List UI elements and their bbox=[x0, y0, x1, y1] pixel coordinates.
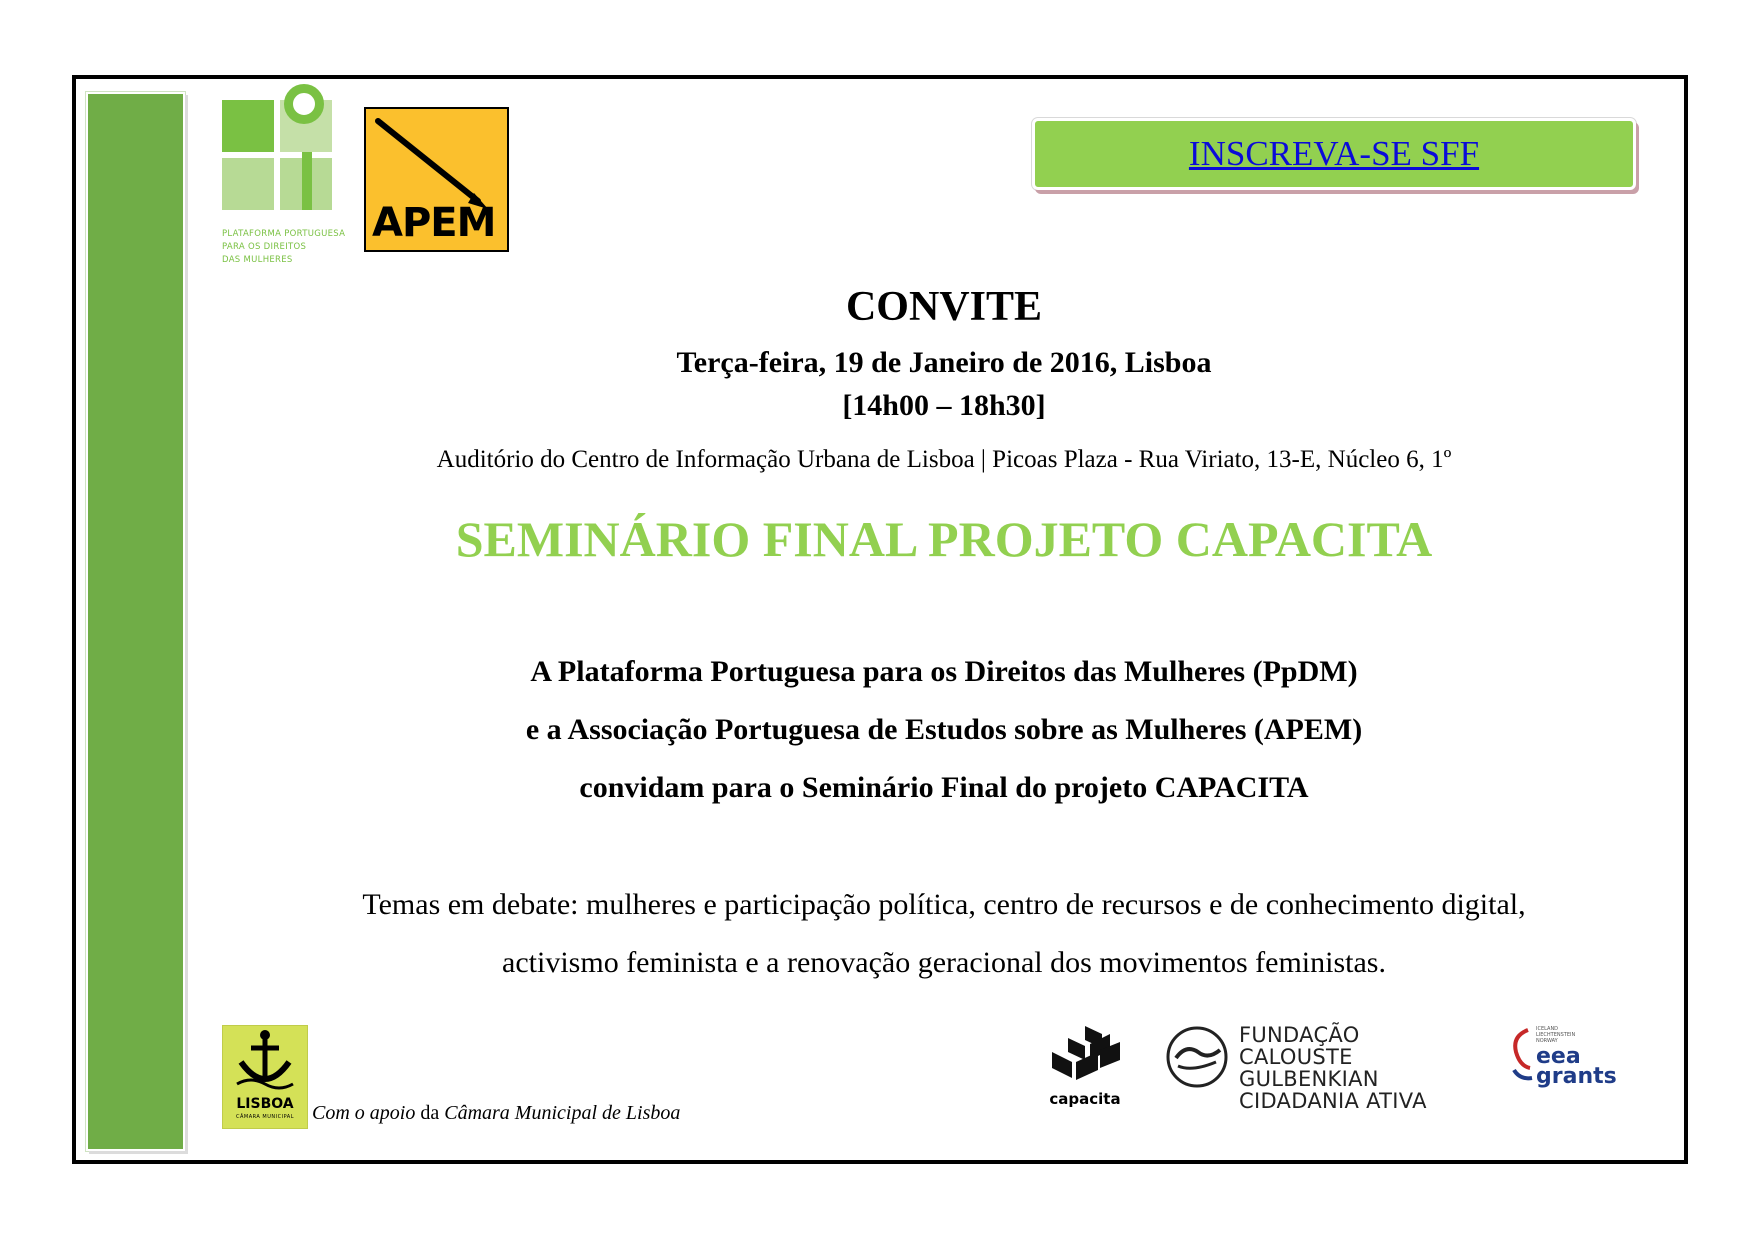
gulbenkian-line: CIDADANIA ATIVA bbox=[1239, 1089, 1427, 1113]
ppdm-logo-line: PLATAFORMA PORTUGUESA bbox=[222, 229, 346, 239]
eea-country: NORWAY bbox=[1536, 1038, 1558, 1044]
themes-line: activismo feminista e a renovação geracional dos movimentos feministas. bbox=[502, 946, 1386, 979]
lisboa-emblem-icon bbox=[223, 1026, 307, 1096]
event-date: Terça-feira, 19 de Janeiro de 2016, Lisboa bbox=[676, 346, 1212, 379]
eea-country: ICELAND bbox=[1536, 1026, 1559, 1032]
support-credit bbox=[312, 1102, 680, 1125]
invitation-title: CONVITE bbox=[845, 284, 1043, 330]
ppdm-logo-square bbox=[222, 100, 274, 152]
intro-line: e a Associação Portuguesa de Estudos sobre as Mulheres (APEM) bbox=[525, 713, 1363, 746]
ppdm-logo-square bbox=[222, 158, 274, 210]
debate-themes bbox=[200, 876, 1688, 992]
ppdm-logo-line: DAS MULHERES bbox=[222, 255, 293, 265]
capacita-blocks-icon bbox=[1040, 1020, 1130, 1090]
seminar-title: SEMINÁRIO FINAL PROJETO CAPACITA bbox=[455, 511, 1433, 567]
themes-line: Temas em debate: mulheres e participação política, centro de recursos e de conhecimento digital, bbox=[362, 888, 1526, 921]
eea-countries bbox=[1536, 1026, 1575, 1044]
eea-swirl-icon bbox=[1506, 1022, 1536, 1092]
gulbenkian-logo-text bbox=[1239, 1024, 1492, 1112]
apem-logo-text: APEM bbox=[372, 200, 496, 246]
register-link[interactable]: INSCREVA-SE SFF bbox=[1188, 134, 1480, 173]
gulbenkian-line: CALOUSTE GULBENKIAN bbox=[1239, 1045, 1379, 1091]
support-prefix: Com o apoio bbox=[312, 1102, 416, 1124]
gulbenkian-logo bbox=[1162, 1022, 1492, 1113]
capacita-logo bbox=[1040, 1020, 1130, 1110]
ppdm-logo-text bbox=[222, 228, 352, 267]
lisboa-logo-text: LISBOA bbox=[236, 1096, 294, 1112]
gulbenkian-line: FUNDAÇÃO bbox=[1239, 1023, 1360, 1047]
event-time: [14h00 – 18h30] bbox=[842, 389, 1046, 422]
event-venue: Auditório do Centro de Informação Urbana de Lisboa | Picoas Plaza - Rua Viriato, 13-E, Núcleo 6, 1º bbox=[436, 446, 1452, 473]
eea-country: LIECHTENSTEIN bbox=[1536, 1032, 1576, 1038]
capacita-logo-text: capacita bbox=[1049, 1090, 1121, 1108]
support-middle: da bbox=[415, 1102, 445, 1124]
register-button[interactable] bbox=[1032, 118, 1636, 190]
apem-logo bbox=[364, 107, 509, 252]
ppdm-logo bbox=[222, 100, 346, 270]
lisboa-logo-subtext: CÂMARA MUNICIPAL bbox=[236, 1114, 294, 1120]
decorative-green-bar bbox=[86, 92, 185, 1151]
support-suffix: Câmara Municipal de Lisboa bbox=[444, 1102, 681, 1124]
intro-line: convidam para o Seminário Final do projeto CAPACITA bbox=[579, 771, 1309, 804]
lisboa-logo bbox=[222, 1025, 308, 1129]
grants-word: grants bbox=[1536, 1064, 1617, 1089]
gulbenkian-seal-icon bbox=[1162, 1022, 1232, 1092]
eea-grants-logo bbox=[1506, 1022, 1616, 1092]
intro-line: A Plataforma Portuguesa para os Direitos das Mulheres (PpDM) bbox=[530, 655, 1358, 688]
ppdm-logo-stem bbox=[302, 152, 312, 210]
invitation-intro bbox=[200, 643, 1688, 817]
ppdm-logo-circle bbox=[284, 84, 324, 124]
eea-word: eea bbox=[1536, 1044, 1581, 1069]
eea-grants-text bbox=[1536, 1044, 1617, 1089]
ppdm-logo-line: PARA OS DIREITOS bbox=[222, 242, 307, 252]
